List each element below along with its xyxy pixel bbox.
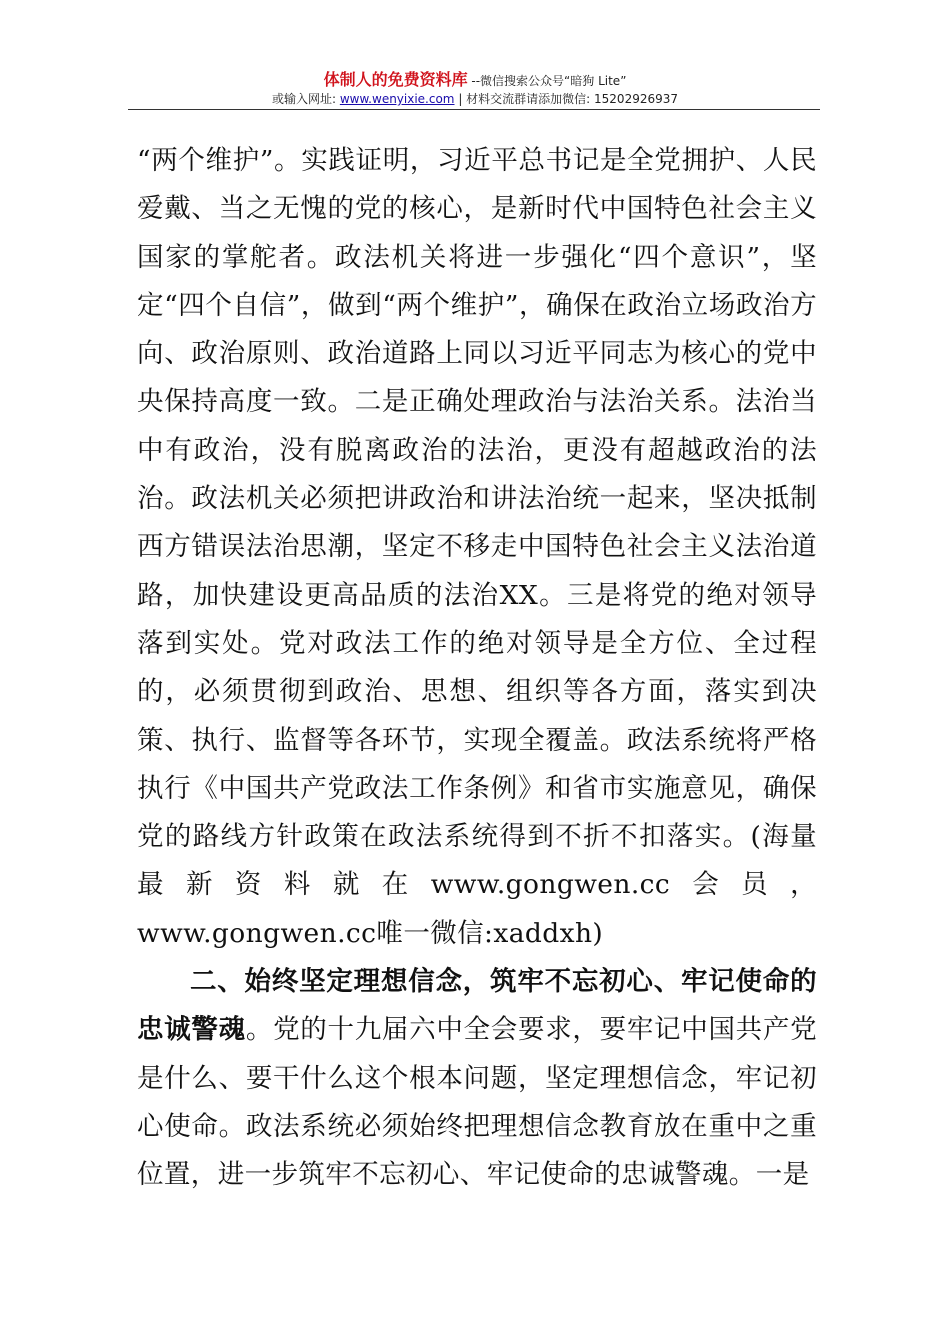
header-divider bbox=[128, 109, 820, 110]
section-2-text: 。党的十九届六中全会要求，要牢记中国共产党是什么、要干什么这个根本问题，坚定理想信念，牢记初心使命。政法系统必须始终把理想信念教育放在重中之重位置，进一步筑牢不忘初心、牢记使命的忠诚警魂。一是 bbox=[137, 1014, 817, 1191]
body-paragraph-2 bbox=[137, 958, 817, 1199]
page-header bbox=[0, 70, 950, 108]
header-contact-suffix: | 材料交流群请添加微信: 15202926937 bbox=[454, 92, 679, 106]
document-body bbox=[137, 137, 817, 1200]
header-url-prefix: 或输入网址: bbox=[271, 92, 340, 106]
header-line-contact bbox=[0, 90, 950, 108]
header-note: --微信搜索公众号“暗狗 Lite” bbox=[467, 74, 627, 88]
header-url-link[interactable]: www.wenyixie.com bbox=[339, 92, 455, 106]
body-paragraph-1: “两个维护”。实践证明，习近平总书记是全党拥护、人民爱戴、当之无愧的党的核心，是新时代中国特色社会主义国家的掌舵者。政法机关将进一步强化“四个意识”，坚定“四个自信”，做到“两个维护”，确保在政治立场政治方向、政治原则、政治道路上同以习近平同志为核心的党中央保持高度一致。二是正确处理政治与法治关系。法治当中有政治，没有脱离政治的法治，更没有超越政治的法治。政法机关必须把讲政治和讲法治统一起来，坚决抵制西方错误法治思潮，坚定不移走中国特色社会主义法治道路，加快建设更高品质的法治XX。三是将党的绝对领导落到实处。党对政法工作的绝对领导是全方位、全过程的，必须贯彻到政治、思想、组织等各方面，落实到决策、执行、监督等各环节，实现全覆盖。政法系统将严格执行《中国共产党政法工作条例》和省市实施意见，确保党的路线方针政策在政法系统得到不折不扣落实。(海量最新资料就在www.gongwen.cc会员，www.gongwen.cc唯一微信:xaddxh) bbox=[137, 145, 817, 949]
header-title: 体制人的免费资料库 bbox=[323, 70, 468, 89]
header-line-title bbox=[0, 70, 950, 90]
section-heading-2: 二、始终坚定理想信念，筑牢不忘初心、牢记使命的忠诚警魂 bbox=[137, 966, 817, 1046]
